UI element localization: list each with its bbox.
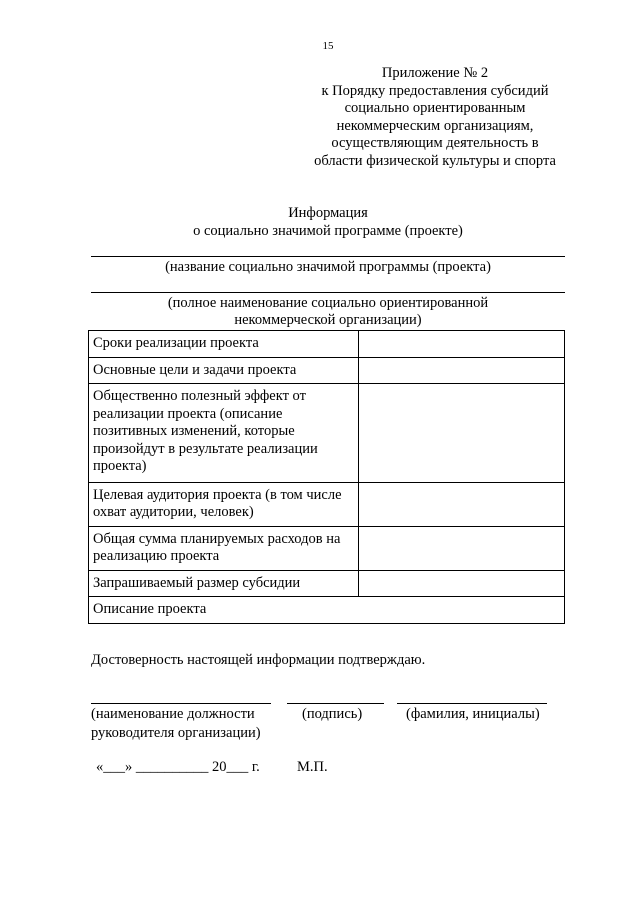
project-info-table [88,330,565,624]
table-row [89,331,565,358]
position-signature-line[interactable] [91,703,271,704]
table-row [89,526,565,570]
org-caption-line-2: некоммерческой организации) [234,312,422,328]
document-title [0,204,640,240]
project-description-cell[interactable]: Описание проекта [89,597,565,624]
row-value[interactable] [359,384,565,483]
row-value[interactable] [359,526,565,570]
name-label: (фамилия, инициалы) [406,706,540,722]
table-row [89,384,565,483]
row-value[interactable] [359,482,565,526]
table-row-full [89,597,565,624]
row-label: Общая сумма планируемых расходов на реализацию проекта [89,526,359,570]
appendix-line: области физической культуры и спорта [314,152,556,169]
name-signature-line[interactable] [397,703,547,704]
program-name-line [91,256,565,257]
title-line-2: о социально значимой программе (проекте) [193,223,463,239]
row-label: Основные цели и задачи проекта [89,357,359,384]
row-label: Общественно полезный эффект от реализации проекта (описание позитивных изменений, которые произойдут в результате реализации проекта) [89,384,359,483]
appendix-header [300,65,570,171]
appendix-line: осуществляющим деятельность в [331,135,539,152]
row-value[interactable] [359,331,565,358]
org-caption-line-1: (полное наименование социально ориентированной [167,295,489,311]
appendix-line: к Порядку предоставления субсидий [321,82,549,99]
row-label: Запрашиваемый размер субсидии [89,570,359,597]
position-label [91,706,261,742]
seal-placeholder: М.П. [297,759,328,775]
row-label: Сроки реализации проекта [89,331,359,358]
appendix-line: социально ориентированным [344,100,526,117]
title-line-1: Информация [288,205,368,221]
row-value[interactable] [359,570,565,597]
page-number: 15 [322,40,334,52]
table-row [89,570,565,597]
row-value[interactable] [359,357,565,384]
position-label-line-1: (наименование должности [91,706,255,722]
table-row [89,357,565,384]
program-name-caption: (название социально значимой программы (проекта) [165,259,491,275]
org-name-line [91,292,565,293]
appendix-line: некоммерческим организациям, [336,117,534,134]
table-row [89,482,565,526]
position-label-line-2: руководителя организации) [91,725,261,741]
confirmation-text: Достоверность настоящей информации подтверждаю. [91,652,426,668]
signature-label: (подпись) [302,706,363,722]
date-line: «___» __________ 20___ г. [96,759,260,775]
row-label: Целевая аудитория проекта (в том числе охват аудитории, человек) [89,482,359,526]
signature-line[interactable] [287,703,384,704]
appendix-line: Приложение № 2 [381,65,489,81]
org-name-caption [91,295,565,329]
